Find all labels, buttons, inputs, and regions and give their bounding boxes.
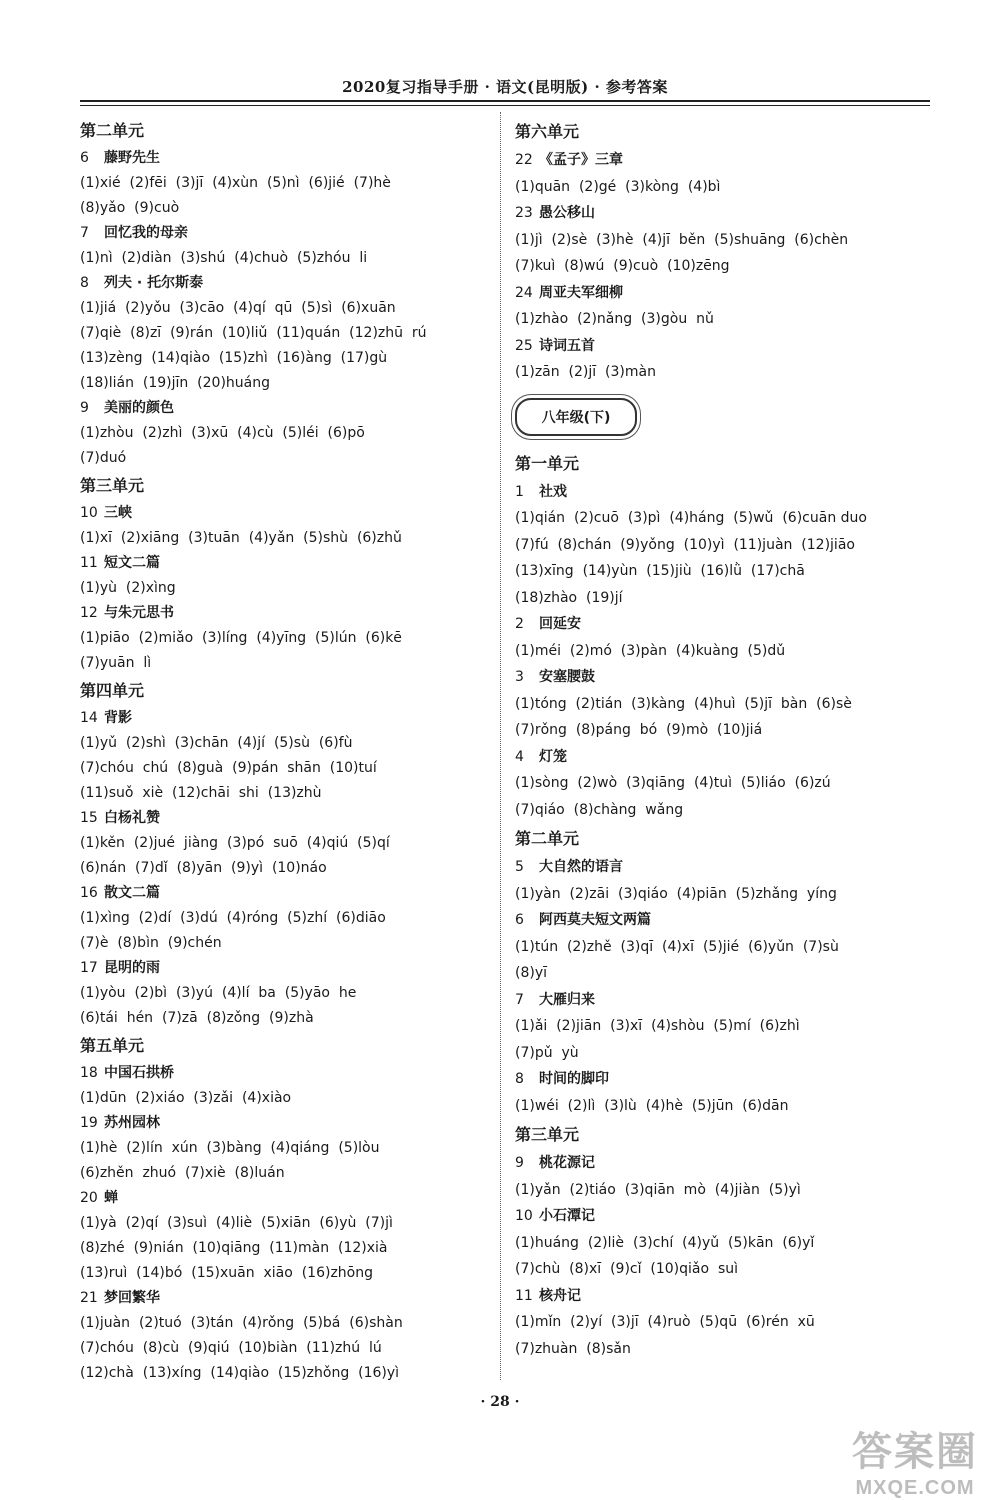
lesson-name: 安塞腰鼓 — [539, 669, 595, 685]
lesson-number: 3 — [515, 669, 524, 685]
lesson-name: 社戏 — [539, 483, 567, 500]
answer-line: (1)xié (2)fēi (3)jī (4)xùn (5)nì (6)jié (7)hè — [80, 175, 391, 191]
answer-line: (8)zhé (9)nián (10)qiāng (11)màn (12)xià — [80, 1240, 388, 1256]
lesson-number: 14 — [80, 710, 98, 726]
grade-badge: 八年级(下) — [515, 398, 637, 436]
lesson-title — [515, 611, 930, 638]
lesson-title — [515, 333, 930, 360]
answer-line: (7)chóu (8)cù (9)qiú (10)biàn (11)zhú lú — [80, 1340, 382, 1356]
answer-line: (1)yǎn (2)tiáo (3)qiān mò (4)jiàn (5)yì — [515, 1181, 801, 1198]
lesson-title — [80, 271, 485, 296]
answer-line: (7)fú (8)chán (9)yǒng (10)yì (11)juàn (12)jiāo — [515, 536, 855, 553]
answer-line: (1)méi (2)mó (3)pàn (4)kuàng (5)dǔ — [515, 642, 786, 659]
lesson-name: 核舟记 — [539, 1287, 581, 1304]
lesson-title — [80, 956, 485, 981]
lesson-title — [515, 664, 930, 691]
lesson-name: 回忆我的母亲 — [104, 225, 188, 241]
unit-heading: 第三单元 — [80, 476, 145, 495]
lesson-name: 中国石拱桥 — [104, 1065, 174, 1081]
lesson-name: 诗词五首 — [539, 337, 595, 354]
lesson-title — [80, 501, 485, 526]
lesson-title — [80, 551, 485, 576]
answer-line: (6)nán (7)dǐ (8)yān (9)yì (10)náo — [80, 860, 327, 876]
lesson-number: 17 — [80, 960, 98, 976]
lesson-number: 9 — [515, 1155, 524, 1171]
answer-line: (1)xìng (2)dí (3)dú (4)róng (5)zhí (6)diāo — [80, 910, 386, 926]
lesson-number: 10 — [80, 505, 98, 521]
answer-line: (1)yòu (2)bì (3)yú (4)lí ba (5)yāo he — [80, 985, 357, 1001]
lesson-number: 5 — [515, 859, 524, 875]
answer-line: (1)qián (2)cuō (3)pì (4)háng (5)wǔ (6)cuān duo — [515, 510, 867, 526]
answer-line: (1)hè (2)lín xún (3)bàng (4)qiáng (5)lòu — [80, 1140, 380, 1156]
lesson-number: 10 — [515, 1208, 533, 1224]
answer-line: (1)sòng (2)wò (3)qiāng (4)tuì (5)liáo (6)zú — [515, 775, 831, 791]
lesson-number: 7 — [515, 991, 524, 1008]
answer-line: (7)qiè (8)zī (9)rán (10)liǔ (11)quán (12)zhū rú — [80, 325, 427, 341]
unit-heading: 第二单元 — [80, 121, 145, 140]
lesson-number: 4 — [515, 748, 524, 765]
answer-line: (1)piāo (2)miǎo (3)líng (4)yīng (5)lún (6)kē — [80, 630, 402, 646]
lesson-title — [80, 1186, 485, 1211]
lesson-title — [515, 744, 930, 771]
answer-line: (1)zān (2)jī (3)màn — [515, 364, 656, 380]
lesson-name: 愚公移山 — [539, 205, 595, 221]
lesson-name: 与朱元思书 — [104, 605, 174, 621]
unit-heading: 第二单元 — [515, 829, 580, 848]
lesson-number: 15 — [80, 810, 98, 826]
lesson-name: 桃花源记 — [539, 1155, 595, 1171]
lesson-title — [515, 854, 930, 881]
lesson-number: 9 — [80, 400, 89, 416]
answer-line: (1)yǔ (2)shì (3)chān (4)jí (5)sù (6)fù — [80, 735, 353, 751]
header-rule-thin — [80, 105, 930, 106]
answer-line: (7)kuì (8)wú (9)cuò (10)zēng — [515, 258, 730, 274]
lesson-title — [515, 147, 930, 174]
header-rule-thick — [80, 100, 930, 102]
answer-line: (13)xīng (14)yùn (15)jiù (16)lǜ (17)chā — [515, 563, 805, 579]
lesson-name: 梦回繁华 — [104, 1290, 160, 1306]
lesson-name: 回延安 — [539, 616, 581, 632]
column-divider — [500, 112, 501, 1380]
lesson-name: 列夫 · 托尔斯泰 — [104, 275, 204, 291]
lesson-title — [515, 1203, 930, 1230]
lesson-title — [80, 1061, 485, 1086]
answer-line: (7)zhuàn (8)sǎn — [515, 1340, 631, 1357]
lesson-name: 白杨礼赞 — [104, 810, 160, 826]
watermark-en: MXQE.COM — [855, 1477, 975, 1499]
lesson-title — [80, 396, 485, 421]
answer-line: (1)nì (2)diàn (3)shú (4)chuò (5)zhóu li — [80, 250, 368, 266]
lesson-number: 22 — [515, 152, 533, 168]
answer-line: (1)yàn (2)zāi (3)qiáo (4)piān (5)zhǎng yíng — [515, 885, 837, 902]
lesson-name: 大自然的语言 — [539, 859, 623, 875]
page-header-title: 2020复习指导手册 · 语文(昆明版) · 参考答案 — [342, 78, 668, 96]
lesson-number: 21 — [80, 1290, 98, 1306]
lesson-title — [515, 1150, 930, 1177]
answer-line: (1)tóng (2)tián (3)kàng (4)huì (5)jī bàn (6)sè — [515, 695, 852, 712]
lesson-name: 短文二篇 — [104, 555, 160, 571]
lesson-number: 6 — [80, 150, 89, 166]
lesson-name: 《孟子》三章 — [539, 152, 623, 168]
answer-line: (7)pǔ yù — [515, 1044, 579, 1061]
answer-line: (1)huáng (2)liè (3)chí (4)yǔ (5)kān (6)yǐ — [515, 1234, 815, 1251]
lesson-title — [80, 221, 485, 246]
lesson-title — [80, 1286, 485, 1311]
lesson-name: 美丽的颜色 — [104, 400, 174, 416]
answer-line: (6)zhěn zhuó (7)xiè (8)luán — [80, 1165, 285, 1181]
page-number: · 28 · — [480, 1394, 520, 1410]
unit-heading: 第六单元 — [515, 122, 580, 141]
lesson-number: 1 — [515, 483, 524, 500]
lesson-title — [515, 1283, 930, 1310]
lesson-number: 24 — [515, 284, 533, 301]
answer-line: (6)tái hén (7)zā (8)zǒng (9)zhà — [80, 1010, 314, 1026]
lesson-name: 蝉 — [104, 1190, 118, 1206]
lesson-number: 11 — [515, 1287, 533, 1304]
left-answer-column — [80, 116, 485, 1386]
answer-line: (7)qiáo (8)chàng wǎng — [515, 801, 684, 818]
lesson-number: 8 — [515, 1071, 524, 1087]
lesson-name: 藤野先生 — [104, 150, 160, 166]
answer-line: (11)suǒ xiè (12)chāi shi (13)zhù — [80, 785, 322, 801]
answer-line: (1)dūn (2)xiáo (3)zǎi (4)xiào — [80, 1090, 292, 1106]
answer-line: (1)jì (2)sè (3)hè (4)jī běn (5)shuāng (6)chèn — [515, 231, 849, 248]
answer-line: (1)jiá (2)yǒu (3)cāo (4)qí qū (5)sì (6)xuān — [80, 300, 396, 316]
lesson-title — [80, 806, 485, 831]
grade-badge-wrap — [515, 386, 930, 448]
answer-line: (7)rǒng (8)páng bó (9)mò (10)jiá — [515, 722, 763, 738]
lesson-number: 20 — [80, 1190, 98, 1206]
lesson-name: 散文二篇 — [104, 885, 160, 901]
answer-line: (13)ruì (14)bó (15)xuān xiāo (16)zhōng — [80, 1265, 374, 1281]
lesson-name: 昆明的雨 — [104, 960, 160, 976]
lesson-title — [80, 1111, 485, 1136]
unit-heading: 第三单元 — [515, 1125, 580, 1144]
lesson-number: 25 — [515, 337, 533, 354]
lesson-name: 周亚夫军细柳 — [539, 284, 623, 301]
lesson-name: 时间的脚印 — [539, 1071, 609, 1087]
answer-line: (1)yù (2)xìng — [80, 580, 176, 596]
lesson-number: 11 — [80, 555, 98, 571]
answer-line: (7)chóu chú (8)guà (9)pán shān (10)tuí — [80, 760, 377, 776]
lesson-number: 19 — [80, 1115, 98, 1131]
answer-line: (7)duó — [80, 450, 127, 466]
lesson-title — [515, 280, 930, 307]
answer-line: (1)quān (2)gé (3)kòng (4)bì — [515, 178, 721, 195]
answer-line: (7)chù (8)xī (9)cǐ (10)qiǎo suì — [515, 1261, 739, 1277]
answer-line: (7)yuān lì — [80, 655, 152, 671]
answer-line: (13)zèng (14)qiào (15)zhì (16)àng (17)gù — [80, 350, 388, 366]
lesson-name: 阿西莫夫短文两篇 — [539, 912, 651, 928]
unit-heading: 第一单元 — [515, 453, 580, 473]
answer-line: (7)è (8)bìn (9)chén — [80, 935, 222, 951]
lesson-title — [515, 907, 930, 934]
lesson-title — [80, 146, 485, 171]
lesson-title — [515, 1066, 930, 1093]
lesson-number: 8 — [80, 275, 89, 291]
answer-line: (12)chà (13)xíng (14)qiào (15)zhǒng (16)yì — [80, 1365, 400, 1381]
answer-line: (1)xī (2)xiāng (3)tuān (4)yǎn (5)shù (6)zhǔ — [80, 530, 402, 546]
lesson-number: 7 — [80, 225, 89, 241]
lesson-name: 三峡 — [104, 505, 132, 521]
answer-line: (8)yī — [515, 965, 548, 981]
lesson-title — [80, 601, 485, 626]
answer-line: (1)juàn (2)tuó (3)tán (4)rǒng (5)bá (6)shàn — [80, 1315, 403, 1331]
lesson-title — [515, 200, 930, 227]
lesson-title — [80, 706, 485, 731]
answer-line: (1)kěn (2)jué jiàng (3)pó suō (4)qiú (5)qí — [80, 835, 390, 851]
lesson-number: 12 — [80, 605, 98, 621]
lesson-number: 23 — [515, 205, 533, 221]
answer-line: (1)zhào (2)nǎng (3)gòu nǔ — [515, 311, 714, 327]
answer-line: (1)wéi (2)lì (3)lù (4)hè (5)jūn (6)dān — [515, 1097, 789, 1114]
lesson-name: 大雁归来 — [539, 991, 595, 1008]
answer-line: (1)zhòu (2)zhì (3)xū (4)cù (5)léi (6)pō — [80, 425, 365, 441]
answer-line: (1)yà (2)qí (3)suì (4)liè (5)xiān (6)yù (7)jì — [80, 1215, 393, 1231]
answer-line: (18)zhào (19)jí — [515, 589, 623, 606]
lesson-name: 背影 — [104, 710, 132, 726]
answer-line: (1)ǎi (2)jiān (3)xī (4)shòu (5)mí (6)zhì — [515, 1018, 800, 1034]
watermark-logo — [852, 1420, 978, 1500]
unit-heading: 第四单元 — [80, 681, 145, 700]
answer-line: (8)yǎo (9)cuò — [80, 200, 180, 216]
lesson-number: 6 — [515, 912, 524, 928]
answer-line: (1)tún (2)zhě (3)qī (4)xī (5)jié (6)yǔn (7)sù — [515, 938, 839, 955]
right-answer-column — [515, 116, 930, 1362]
lesson-title — [515, 479, 930, 506]
lesson-number: 18 — [80, 1065, 98, 1081]
watermark-cn: 答案圈 — [852, 1430, 978, 1474]
lesson-name: 灯笼 — [539, 748, 567, 765]
lesson-number: 16 — [80, 885, 98, 901]
unit-heading: 第五单元 — [80, 1036, 145, 1055]
lesson-name: 苏州园林 — [104, 1115, 160, 1131]
answer-line: (18)lián (19)jīn (20)huáng — [80, 375, 270, 391]
lesson-title — [80, 881, 485, 906]
lesson-title — [515, 987, 930, 1014]
lesson-name: 小石潭记 — [539, 1208, 595, 1224]
lesson-number: 2 — [515, 616, 524, 632]
answer-line: (1)mǐn (2)yí (3)jī (4)ruò (5)qū (6)rén xū — [515, 1314, 815, 1330]
